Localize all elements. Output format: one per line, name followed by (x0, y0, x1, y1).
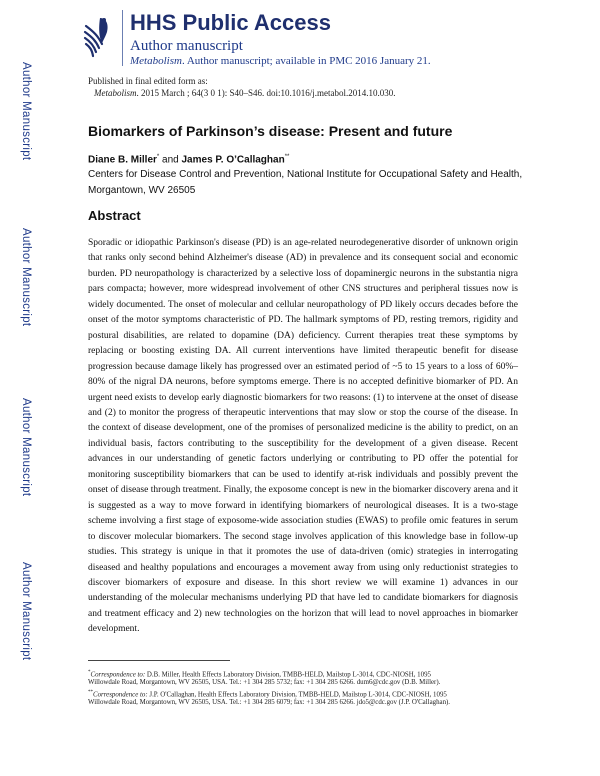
author-ocallaghan: James P. O’Callaghan (181, 154, 285, 166)
journal-name: Metabolism (130, 55, 182, 67)
side-label-author-manuscript: Author Manuscript (20, 398, 32, 497)
footnote-miller-line2: Willowdale Road, Morgantown, WV 26505, USA. Tel.: +1 304 285 5732; fax: +1 304 285 6266. dum6@cdc.gov (D.B. Miller). (88, 679, 441, 686)
author-affiliation: Centers for Disease Control and Prevention, National Institute for Occupational Safety and Health, Morgantown, WV 26505 (88, 169, 523, 196)
author-manuscript-subtitle: Author manuscript (130, 38, 243, 54)
footnote-ocallaghan-label: Correspondence to: (93, 691, 148, 699)
hhs-eagle-logo-icon (80, 10, 112, 64)
article-title: Biomarkers of Parkinson’s disease: Present and future (88, 123, 453, 139)
footnote-ocallaghan-text1: J.P. O'Callaghan, Health Effects Laboratory Division, TMBB-HELD, Mailstop L-3014, CDC-NIOSH, 1095 (147, 691, 447, 699)
abstract-text: Sporadic or idiopathic Parkinson's disease (PD) is an age-related neurodegenerative disorder of unknown origin that ranks only second behind Alzheimer's disease (AD) in prevalence and its consequent social and economic burden. PD neuropathology is characterized by a selective loss of dopaminergic neurons in the substantia nigra pars compacta; however, more widespread involvement of other CNS structures and peripheral tissues now is widely documented. The onset of molecular and cellular neuropathology of PD likely occurs decades before the onset of the motor symptoms characteristic of PD. The hallmark symptoms of PD, resting tremors, rigidity and postural disabilities, are related to dopamine (DA) deficiency. Current therapies treat these symptoms by replacing or boosting existing DA. All current interventions have limited therapeutic benefit for disease progression because damage likely has progressed over an estimated period of ~5 to 15 years to a loss of 60%–80% of the nigral DA neurons, before symptoms emerge. There is no accepted definitive biomarker of PD. An urgent need exists to develop early diagnostic biomarkers for two reasons: (1) to intervene at the onset of disease and (2) to monitor the progress of therapeutic interventions that may slow or stop the course of the disease. In the context of disease development, one of the promises of personalized medicine is the ability to predict, on an individual basis, factors contributing to the susceptibility for the development of a given disease. Recent advances in our understanding of genetic factors underlying or contributing to PD offer the potential for monitoring susceptibility biomarkers that can be used to identify at-risk individuals and possibly prevent the onset of disease through treatment. Finally, the exposome concept is new in the biomarker discovery arena and it is suggested as a way to move forward in identifying biomarkers of neurological diseases. It is a two-stage scheme involving a first stage of exposome-wide association studies (EWAS) to profile omic features in serum to discover molecular biomarkers. The second stage involves application of this knowledge base in follow-up studies. This strategy is unique in that it promotes the use of data-driven (omic) strategies in interrogating diseased and healthy populations and encourages a movement away from using only reductionist strategies to discover biomarkers of exposure and disease. In this short review we will examine 1) advances in our understanding of the molecular mechanisms underlying PD that have led to candidate biomarkers for diagnosis and treatment efficacy and 2) new technologies on the horizon that will lead to novel approaches in biomarker development. (88, 238, 518, 635)
citation-details: . 2015 March ; 64(3 0 1): S40–S46. doi:10.1016/j.metabol.2014.10.030. (136, 88, 396, 98)
header-separator (122, 10, 123, 66)
citation-journal-name: Metabolism (94, 88, 137, 98)
hhs-public-access-title: HHS Public Access (130, 10, 331, 35)
footnote-miller-mark: * (88, 670, 91, 675)
abstract-heading: Abstract (88, 208, 141, 223)
author-list (88, 154, 289, 165)
side-label-author-manuscript: Author Manuscript (20, 228, 32, 327)
author-miller-mark: * (156, 154, 160, 160)
footnote-ocallaghan-mark: ** (88, 690, 93, 695)
side-label-author-manuscript: Author Manuscript (20, 62, 32, 161)
published-in-label: Published in final edited form as: (88, 76, 208, 86)
author-ocallaghan-mark: ** (284, 154, 290, 160)
availability-text: . Author manuscript; available in PMC 2016 January 21. (181, 55, 431, 67)
footnote-miller-label: Correspondence to: (90, 671, 146, 679)
citation-line (94, 88, 396, 98)
side-label-author-manuscript: Author Manuscript (20, 562, 32, 661)
footnote-rule (88, 660, 230, 661)
author-miller: Diane B. Miller (88, 154, 157, 166)
footnote-ocallaghan-line2: Willowdale Road, Morgantown, WV 26505, USA. Tel.: +1 304 285 6079; fax: +1 304 285 6266. jdo5@cdc.gov (J.P. O'Callaghan). (88, 699, 451, 706)
journal-availability-line (130, 55, 431, 67)
footnote-miller-text1: D.B. Miller, Health Effects Laboratory Division, TMBB-HELD, Mailstop L-3014, CDC-NIOSH, 1095 (145, 671, 431, 679)
author-joiner: and (159, 154, 182, 166)
